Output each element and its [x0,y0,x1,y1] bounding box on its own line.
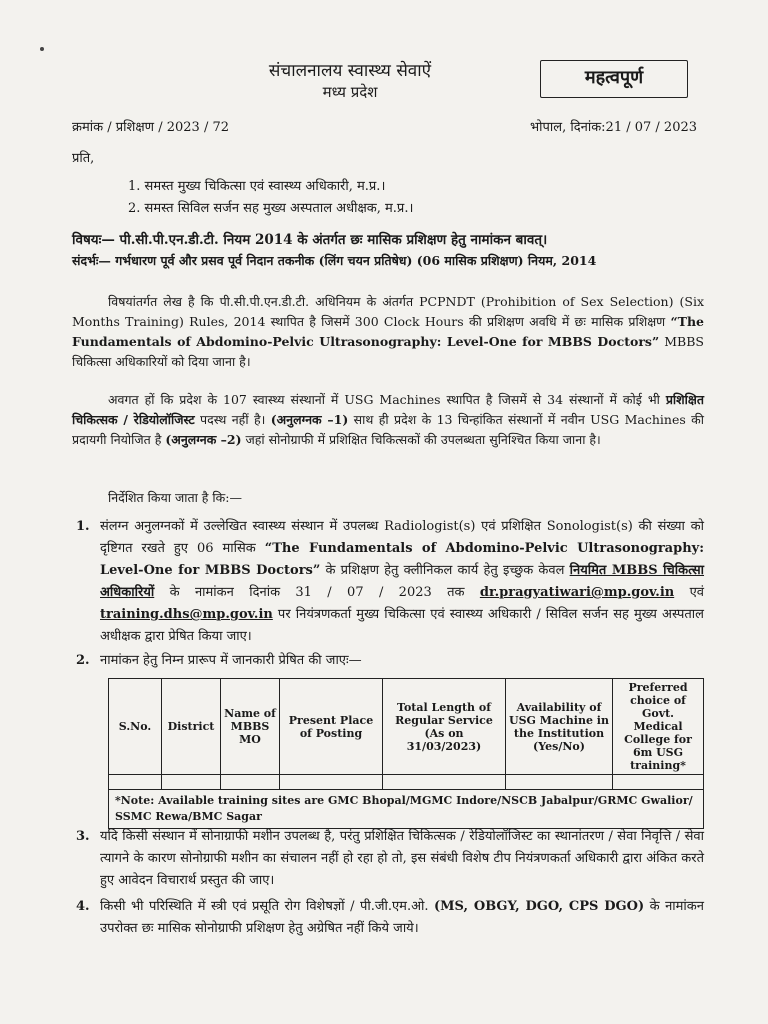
instruction-4 [72,896,704,940]
header-posting: Present Place of Posting [280,679,383,775]
nomination-format-table [108,678,704,829]
instruction-3-number: 3. [76,829,90,844]
email-link-1[interactable]: dr.pragyatiwari@mp.gov.in [479,585,675,600]
annexure-2: (अनुलग्नक –2) [165,432,242,447]
instruction-1-number: 1. [76,519,90,534]
instruction-3 [72,826,704,892]
instruction-1-course: “The Fundamentals of Abdomino-Pelvic Ultrasonography: Level-One for MBBS Doctors” [100,541,705,578]
paragraph-2-text-c: पदस्थ नहीं है। [194,412,271,427]
important-badge: महत्वपूर्ण [540,60,688,98]
header-district: District [162,679,221,775]
instruction-1-text-3: के प्रशिक्षण हेतु क्लीनिकल कार्य हेतु इच्छुक केवल [320,563,570,578]
state-name: मध्य प्रदेश [322,83,378,101]
course-title: “The Fundamentals of Abdomino-Pelvic Ultrasonography: Level-One for MBBS Doctors” [72,314,704,349]
salutation: प्रति, [72,151,95,166]
subject-line: विषयः— पी.सी.पी.एन.डी.टी. नियम 2014 के अंतर्गत छः मासिक प्रशिक्षण हेतु नामांकन बावत्। [72,232,548,248]
instruction-4-text-1: किसी भी परिस्थिति में स्त्री एवं प्रसूति रोग विशेषज्ञों / पी.जी.एम.ओ. [100,899,434,914]
header-name: Name of MBBS MO [221,679,280,775]
department-title: संचालनालय स्वास्थ्य सेवाऐं [268,61,432,81]
directed-line: निर्देशित किया जाता है कि:— [108,490,242,505]
instruction-1 [72,516,704,648]
table-header-row [109,679,704,775]
table-note-row [109,790,704,829]
instruction-2-number: 2. [76,653,90,668]
header-preferred-college: Preferred choice of Govt. Medical College for 6m USG training* [613,679,704,775]
paragraph-2 [72,390,704,450]
letter-date: भोपाल, दिनांक:21 / 07 / 2023 [530,120,698,135]
regular-mbbs-text: नियमित MBBS चिकित्सा अधिकारियों [100,563,705,600]
instruction-2-text: नामांकन हेतु निम्न प्रारूप में जानकारी प्रेषित की जाएः— [100,653,362,668]
paragraph-1-text-a: विषयांतर्गत लेख है कि पी.सी.पी.एन.डी.टी. अधिनियम के अंतर्गत PCPNDT (Prohibition of Sex Selection) (Six Months Training) Rules, 2014 स्थापित है जिसमें 300 Clock Hours की प्रशिक्षण अवधि में छः मासिक प्रशिक्षण [72,294,704,329]
paragraph-2-text-g: जहां सोनोग्राफी में प्रशिक्षित चिकित्सकों की उपलब्धता सुनिश्चित किया जाना है। [241,432,601,447]
specialist-list: (MS, OBGY, DGO, CPS DGO) [434,899,645,914]
empty-cell [383,775,506,790]
header-usg-availability: Availability of USG Machine in the Institution (Yes/No) [506,679,613,775]
reference-line: संदर्भः— गर्भधारण पूर्व और प्रसव पूर्व निदान तकनीक (लिंग चयन प्रतिषेध) (06 मासिक प्रशिक्षण) नियम, 2014 [72,253,597,268]
table-empty-row [109,775,704,790]
instruction-1-text-9: पर नियंत्रणकर्ता मुख्य चिकित्सा एवं स्वास्थ्य अधिकारी / सिविल सर्जन सह मुख्य अस्पताल अधीक्षक द्वारा प्रेषित किया जाए। [100,607,704,644]
reference-number: क्रमांक / प्रशिक्षण / 2023 / 72 [72,120,229,135]
empty-cell [280,775,383,790]
paragraph-2-text-a: अवगत हों कि प्रदेश के 107 स्वास्थ्य संस्थानों में USG Machines स्थापित है जिसमें से 34 संस्थानों में कोई भी [108,392,666,407]
instruction-1-text-7: एवं [674,585,704,600]
trained-doctor-text: प्रशिक्षित चिकित्सक / रेडियोलॉजिस्ट [72,392,704,427]
header-service-length: Total Length of Regular Service (As on 31/03/2023) [383,679,506,775]
empty-cell [162,775,221,790]
instruction-3-text: यदि किसी संस्थान में सोनाग्राफी मशीन उपलब्ध है, परंतु प्रशिक्षित चिकित्सक / रेडियोलॉजिस्ट का स्थानांतरण / सेवा निवृत्ति / सेवा त्यागने के कारण सोनोग्राफी मशीन का संचालन नहीं हो रहा हो तो, इस संबंधी विशेष टीप नियंत्रणकर्ता अधिकारी द्वारा अंकित करते हुए आवेदन विचारार्थ प्रस्तुत की जाए। [100,829,704,888]
instruction-1-text-5: के नामांकन दिनांक 31 / 07 / 2023 तक [154,585,480,600]
instruction-4-text-3: के नामांकन उपरोक्त छः मासिक सोनोग्राफी प्रशिक्षण हेतु अग्रेषित नहीं किये जाये। [100,899,704,936]
instruction-4-number: 4. [76,899,90,914]
empty-cell [221,775,280,790]
instruction-1-text-1: संलग्न अनुलग्नकों में उल्लेखित स्वास्थ्य संस्थान में उपलब्ध Radiologist(s) एवं प्रशिक्षित Sonologist(s) की संख्या को दृष्टिगत रखते हुए 06 मासिक [100,519,704,556]
scan-speck [40,47,44,51]
header-sno: S.No. [109,679,162,775]
recipient-2: 2. समस्त सिविल सर्जन सह मुख्य अस्पताल अधीक्षक, म.प्र.। [128,201,414,216]
email-link-2[interactable]: training.dhs@mp.gov.in [100,607,273,622]
training-sites-note: *Note: Available training sites are GMC Bhopal/MGMC Indore/NSCB Jabalpur/GRMC Gwalior/ SSMC Rewa/BMC Sagar [109,790,704,829]
recipient-1: 1. समस्त मुख्य चिकित्सा एवं स्वास्थ्य अधिकारी, म.प्र.। [128,179,386,194]
instruction-2 [72,650,704,672]
paragraph-2-text-e: साथ ही प्रदेश के 13 चिन्हांकित संस्थानों में नवीन USG Machines की प्रदायगी नियोजित है [72,412,705,447]
paragraph-1 [72,292,704,372]
empty-cell [506,775,613,790]
empty-cell [613,775,704,790]
annexure-1: (अनुलग्नक –1) [270,412,349,427]
empty-cell [109,775,162,790]
paragraph-1-text-c: MBBS चिकित्सा अधिकारियों को दिया जाना है। [72,334,704,369]
